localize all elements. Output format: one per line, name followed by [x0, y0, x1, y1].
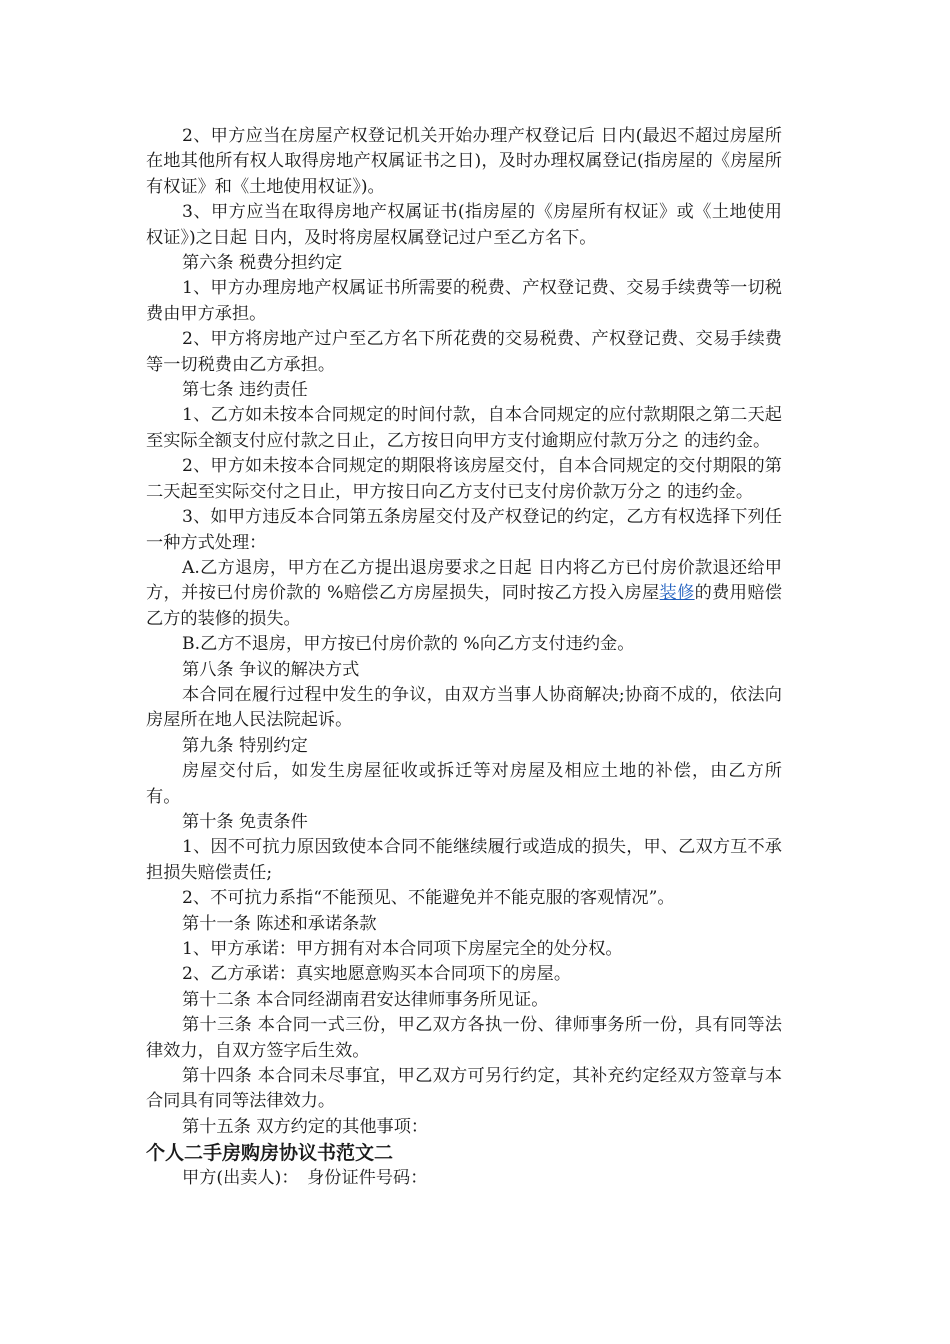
clause-6-2: 2、甲方将房地产过户至乙方名下所花费的交易税费、产权登记费、交易手续费等一切税费由乙方承担。: [146, 329, 782, 375]
section-heading: 个人二手房购房协议书范文二: [146, 1142, 394, 1165]
article-15: 第十五条 双方约定的其他事项：: [182, 1116, 429, 1137]
article-11-heading: 第十一条 陈述和承诺条款: [182, 913, 377, 934]
document-page: [146, 124, 782, 1192]
clause-10-2: 2、不可抗力系指“不能预见、不能避免并不能克服的客观情况”。: [182, 888, 675, 909]
clause-10-1: 1、因不可抗力原因致使本合同不能继续履行或造成的损失，甲、乙双方互不承担损失赔偿责任;: [146, 837, 782, 883]
clause-7-2: 2、甲方如未按本合同规定的期限将该房屋交付，自本合同规定的交付期限的第二天起至实际交付之日止，甲方按日向乙方支付已支付房价款万分之 的违约金。: [146, 456, 782, 502]
clause-7-3-b: B.乙方不退房，甲方按已付房价款的 %向乙方支付违约金。: [182, 634, 635, 655]
clause-7-1: 1、乙方如未按本合同规定的时间付款，自本合同规定的应付款期限之第二天起至实际全额支付应付款之日止，乙方按日向甲方支付逾期应付款万分之 的违约金。: [146, 405, 782, 451]
article-10-heading: 第十条 免责条件: [182, 811, 308, 832]
article-12: 第十二条 本合同经湖南君安达律师事务所见证。: [182, 989, 549, 1010]
article-13: 第十三条 本合同一式三份，甲乙双方各执一份、律师事务所一份，具有同等法律效力，自双方签字后生效。: [146, 1015, 782, 1061]
party-a-line: 甲方(出卖人)： 身份证件号码：: [182, 1168, 428, 1189]
clause-7-3: 3、如甲方违反本合同第五条房屋交付及产权登记的约定，乙方有权选择下列任一种方式处理：: [146, 507, 782, 553]
clause-9-body: 房屋交付后，如发生房屋征收或拆迁等对房屋及相应土地的补偿，由乙方所有。: [146, 761, 782, 807]
article-8-heading: 第八条 争议的解决方式: [182, 659, 360, 680]
article-6-heading: 第六条 税费分担约定: [182, 253, 343, 274]
article-9-heading: 第九条 特别约定: [182, 735, 308, 756]
renovation-link[interactable]: 装修: [659, 583, 695, 604]
clause-8-body: 本合同在履行过程中发生的争议，由双方当事人协商解决;协商不成的，依法向房屋所在地人民法院起诉。: [146, 684, 782, 731]
clause-7-3-a-text: A.乙方退房，甲方在乙方提出退房要求之日起 日内将乙方已付房价款退还给甲方，并按已付房价款的 %赔偿乙方房屋损失，同时按乙方投入房屋: [146, 557, 782, 604]
article-14: 第十四条 本合同未尽事宜，甲乙双方可另行约定，其补充约定经双方签章与本合同具有同等法律效力。: [146, 1066, 782, 1112]
clause-5-3: 3、甲方应当在取得房地产权属证书(指房屋的《房屋所有权证》或《土地使用权证》)之日起 日内，及时将房屋权属登记过户至乙方名下。: [146, 202, 782, 248]
clause-7-3-a-tail: 的费用赔偿乙方的装修的损失。: [146, 583, 782, 629]
clause-6-1: 1、甲方办理房地产权属证书所需要的税费、产权登记费、交易手续费等一切税费由甲方承担。: [146, 278, 782, 324]
clause-11-1: 1、甲方承诺：甲方拥有对本合同项下房屋完全的处分权。: [182, 939, 623, 959]
clause-11-2: 2、乙方承诺：真实地愿意购买本合同项下的房屋。: [182, 964, 572, 985]
clause-7-3-a: [146, 556, 782, 632]
clause-5-2: 2、甲方应当在房屋产权登记机关开始办理产权登记后 日内(最迟不超过房屋所在地其他所有权人取得房地产权属证书之日)，及时办理权属登记(指房屋的《房屋所有权证》和《土地使用权证》)。: [146, 126, 782, 197]
article-7-heading: 第七条 违约责任: [182, 380, 308, 401]
